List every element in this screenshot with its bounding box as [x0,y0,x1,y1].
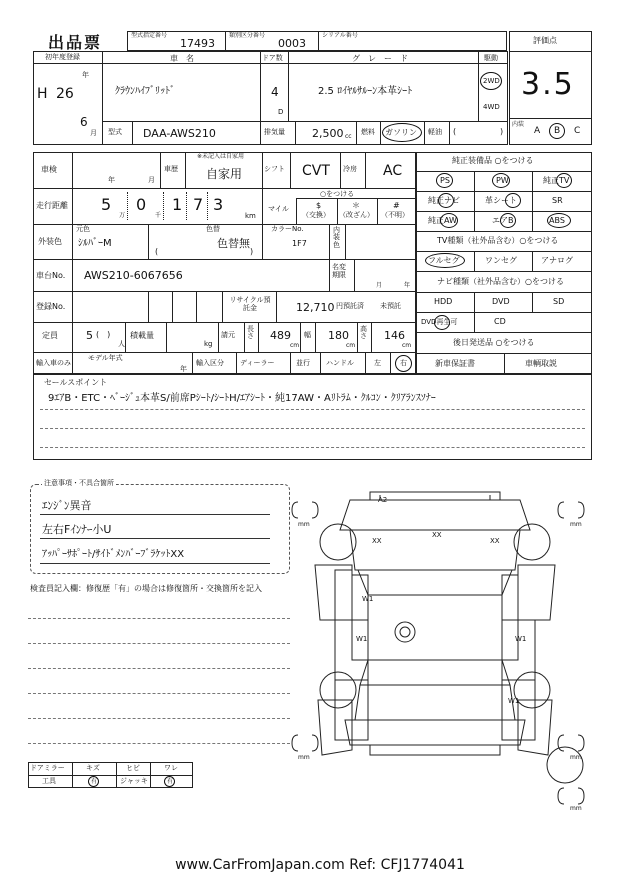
interior-a: A [534,126,541,136]
diag-w1-c: W1 [515,635,527,643]
equip-airbag: エアB [492,216,514,225]
navi-type-title: ナビ種類（社外品含む）○をつける [437,277,564,286]
tv-full-seg-circle [425,253,465,268]
legend-tools: 工具 [42,777,56,785]
equip-leather-circle [505,193,521,208]
term-label: 名変期限 [332,263,346,279]
diag-mm-spare: mm [570,805,582,812]
paint-paren-close: ) [250,247,254,256]
ac-value: AC [383,163,403,179]
load-unit: kg [204,340,213,348]
class-number: 0003 [278,37,306,50]
tv-type-title: TV種類（社外品含む）○をつける [437,236,559,245]
notes-line-3: ｱｯﾊﾟｰｻﾎﾟｰﾄ/ｻｲﾄﾞﾒﾝﾊﾞｰﾌﾞﾗｹｯﾄXX [42,549,185,560]
fuel-gasoline: ガソリン [385,128,417,137]
type-cert-number: 17493 [180,37,215,50]
bracket-rf-right [578,502,584,518]
equip-aw: 純正AW [428,216,457,225]
roof [368,595,502,660]
navi-dvd-play: DVD再生可 [421,318,458,326]
bracket-lf-right [312,502,318,518]
bracket-lr-right [312,735,318,751]
model-label: 型式 [108,128,122,136]
capacity-unit: 人 [118,340,125,348]
shift-value: CVT [302,163,330,179]
form-title: 出品票 [48,33,103,52]
notes-line-1: ｴﾝｼﾞﾝ異音 [42,499,92,512]
legend-crack: ヒビ [126,764,140,772]
mileage-label: 走行距離 [36,201,68,210]
equip-navi-circle [438,193,454,208]
handle-label: ハンドル [326,359,354,367]
type-cert-label: 型式指定番号 [131,32,168,39]
fuel-label: 燃料 [361,128,375,136]
color-no-label: カラーNo. [271,225,304,233]
roof-mark-left [395,622,415,642]
equip-tv: 純正TV [543,176,570,185]
handle-right: 右 [400,359,407,367]
handle-right-circle [395,355,412,372]
score-value: 3.5 [521,67,575,102]
height-unit: cm [402,342,412,349]
exterior-color-value: ｼﾙﾊﾞｰM [78,238,112,249]
equip-leather: 革シート [485,196,517,205]
mileage-digit-5: 3 [213,195,224,214]
rear-glass [360,660,510,685]
legend-scratch: キズ [86,764,100,772]
mileage-mark-label: ○をつける [320,190,355,198]
recycle-label: リサイクル預託金 [229,296,271,313]
later-warranty: 新車保証書 [435,359,475,368]
equip-ps: PS [440,176,450,185]
exterior-color-label: 外装色 [38,237,62,246]
mileage-hash: # [393,201,400,210]
width-unit: cm [346,342,356,349]
first-reg-month-unit: 月 [90,129,97,137]
right-front-fender [518,565,555,620]
load-label: 積載量 [130,331,154,340]
car-name-label: 車 名 [170,54,194,63]
equip-pw-circle [492,173,510,188]
diag-w1-d: W1 [508,697,520,705]
diag-a2: A2 [378,496,388,504]
tv-full-seg: フルセグ [428,256,460,265]
navi-cd: CD [494,317,506,326]
capacity-label: 定員 [42,331,58,340]
mile-label: マイル [268,205,289,213]
seiki-label: 請元 [221,331,235,339]
door-count-value: 4 [271,85,279,99]
shift-label: シフト [264,165,285,173]
parallel-option: 並行 [296,359,310,367]
model-year-unit: 年 [180,365,187,373]
tv-analog: アナログ [541,256,573,265]
chassis-label: 車台No. [36,271,66,280]
legend-jack: ジャッキ [120,777,148,785]
interior-c: C [574,126,581,136]
bracket-sp-left [558,788,564,804]
capacity-value: 5 [86,329,93,342]
not-deposited: 未預託 [380,302,401,310]
mileage-man: 万 [119,212,126,219]
grade-label: グ レ ー ド [352,54,408,63]
length-label: 長さ [247,325,254,341]
legend-tools-mark: 有 [91,778,98,785]
navi-dvd: DVD [492,297,510,306]
mileage-digit-1: 5 [101,195,112,214]
sales-points-label: セールスポイント [44,378,108,387]
width-value: 180 [328,329,349,342]
fuel-paren-open: ( [453,127,457,136]
import-class-label: 輸入区分 [196,359,224,367]
navi-hdd: HDD [434,297,453,306]
mileage-digit-2: 0 [136,195,147,214]
later-title: 後日発送品 ○をつける [453,338,535,347]
left-front-wheel [320,524,356,560]
mileage-dollar: $ [316,201,322,210]
term-month: 月 [376,282,383,289]
legend-jack-circle [164,776,175,787]
history-value: 自家用 [206,167,243,181]
dealer-option: ディーラー [240,359,275,367]
color-no-value: 1F7 [292,239,307,248]
term-day: 年 [404,282,411,289]
drive-2wd-circle [480,72,502,90]
history-label: 車歴 [164,165,178,173]
right-rear-wheel [514,672,550,708]
equip-airbag-circle [500,213,516,228]
interior-b: B [554,126,561,136]
model-value: DAA-AWS210 [143,127,216,140]
equip-sr: SR [552,196,563,205]
drive-4wd: 4WD [483,103,500,111]
paint-paren-open: ( [155,247,159,256]
bracket-rr-right [578,735,584,751]
legend-mirror: ドアミラー [30,764,65,772]
equip-navi: 純正ナビ [428,196,460,205]
navi-dvd-play-circle [434,315,450,330]
shaken-month: 月 [148,176,155,184]
recycle-value: 12,710 [296,301,335,314]
fuel-paren-close: ) [500,127,504,136]
ac-label: 冷房 [343,165,357,173]
first-reg-year-unit: 年 [82,71,89,79]
notes-line-2: 左右Fｲﾝﾅｰ小U [42,523,112,536]
left-rear-wheel [320,672,356,708]
handle-left: 左 [374,359,381,367]
sales-points-text: 9ｴｱB・ETC・ﾍﾞｰｼﾞｭ本革S/前席Pｼｰﾄ/ｼｰﾄH/ｴｱｼｰﾄ・純17AW・Aﾘﾄﾗﾑ・ｸﾙｺﾝ・ｸﾘｱﾗﾝｽｿﾅｰ [48,393,436,404]
mileage-sen: 千 [155,212,162,219]
windshield [358,570,512,595]
paint-label: 色替 [206,225,220,233]
mileage-hash-note: （不明） [381,211,409,219]
rear-bumper [370,745,500,755]
score-label: 評価点 [533,36,557,45]
footer-ref: www.CarFromJapan.com Ref: CFJ1774041 [175,857,465,873]
mileage-star: ＊ [352,201,360,210]
mileage-star-note: （改ざん） [339,211,374,219]
height-label: 高さ [360,325,367,341]
orig-color-label: 元色 [76,225,90,233]
cc-label: 排気量 [264,128,285,136]
diag-mm-rf: mm [570,521,582,528]
later-manual: 車輌取説 [525,359,557,368]
equip-abs: ABS [549,216,565,225]
spare-wheel [547,747,583,783]
interior-b-circle [549,123,565,139]
first-reg-year: 26 [56,86,74,102]
import-label: 輸入車のみ [36,359,71,367]
cc-value: 2,500 [312,127,344,140]
bracket-rr-left [558,735,564,751]
hood-front [340,500,530,530]
capacity-paren: ( ) [96,330,111,339]
first-reg-month: 6 [80,115,88,129]
height-value: 146 [384,329,405,342]
door-count-label: ドア数 [262,54,283,62]
front-bumper [370,492,500,500]
mileage-digit-4: 7 [193,195,204,214]
interior-color-label: 内装色 [333,226,340,249]
diag-mm-lr: mm [298,754,310,761]
bracket-sp-right [578,788,584,804]
diag-xx-right: XX [490,537,500,545]
diag-w1-b: W1 [356,635,368,643]
left-front-door-edge [335,570,352,620]
diag-xx-center: XX [432,531,442,539]
left-front-fender [315,565,352,620]
equip-tv-circle [556,173,572,188]
reg-no-label: 登録No. [36,302,66,311]
equip-pw: PW [496,176,509,185]
roof-mark-left-inner [400,627,410,637]
class-label: 類別区分番号 [229,32,266,39]
bracket-lf-left [292,502,298,518]
car-name-value: ｸﾗｳﾝﾊｲﾌﾞﾘｯﾄﾞ [115,86,175,97]
mileage-dollar-note: （交換） [302,211,330,219]
drive-label: 駆動 [484,54,498,62]
width-label: 幅 [304,331,311,339]
shaken-year: 年 [108,176,115,184]
inspector-label: 検査員記入欄：修復歴「有」の場合は修復箇所・交換箇所を記入 [30,584,262,593]
equip-aw-circle [440,213,458,228]
diag-mm-lf: mm [298,521,310,528]
rear-panel [345,720,525,745]
history-note: ※未記入は自家用 [197,153,245,160]
mileage-digit-3: 1 [172,195,183,214]
legend-break: ワレ [164,764,178,772]
door-suffix: D [278,108,284,116]
trunk [355,685,515,720]
length-value: 489 [270,329,291,342]
tv-one-seg: ワンセグ [485,256,517,265]
recycle-unit: 円預託済 [336,302,364,310]
car-damage-diagram [280,470,610,815]
bracket-rf-left [558,502,564,518]
first-reg-label: 初年度登録 [45,53,80,61]
legend-tools-circle [88,776,99,787]
right-front-wheel [514,524,550,560]
length-unit: cm [290,342,300,349]
shaken-label: 車検 [41,165,57,174]
fuel-light-oil: 軽油 [428,128,442,136]
diag-w1-a: W1 [362,595,374,603]
bracket-lr-left [292,735,298,751]
navi-sd: SD [553,297,565,306]
chassis-value: AWS210-6067656 [84,269,183,282]
interior-label: 内装 [512,121,525,128]
legend-jack-mark: 有 [167,778,174,785]
diag-xx-left: XX [372,537,382,545]
diag-mm-rr: mm [570,754,582,761]
first-reg-era: H [37,86,48,102]
paint-value: 色替無 [217,237,250,250]
notes-label: 注意事項・不具合箇所 [44,479,114,487]
cc-unit: cc [345,133,352,140]
serial-label: シリアル番号 [322,32,358,39]
equip-abs-circle [547,213,571,228]
grade-value: 2.5 ﾛｲﾔﾙｻﾙｰﾝ本革ｼｰﾄ [318,86,413,97]
fuel-gasoline-circle [382,123,422,142]
drive-2wd: 2WD [483,77,500,85]
mileage-km: km [245,212,256,220]
model-year-label: モデル年式 [88,354,123,362]
equipment-title: 純正装備品 ○をつける [452,156,534,165]
equip-ps-circle [436,173,453,188]
